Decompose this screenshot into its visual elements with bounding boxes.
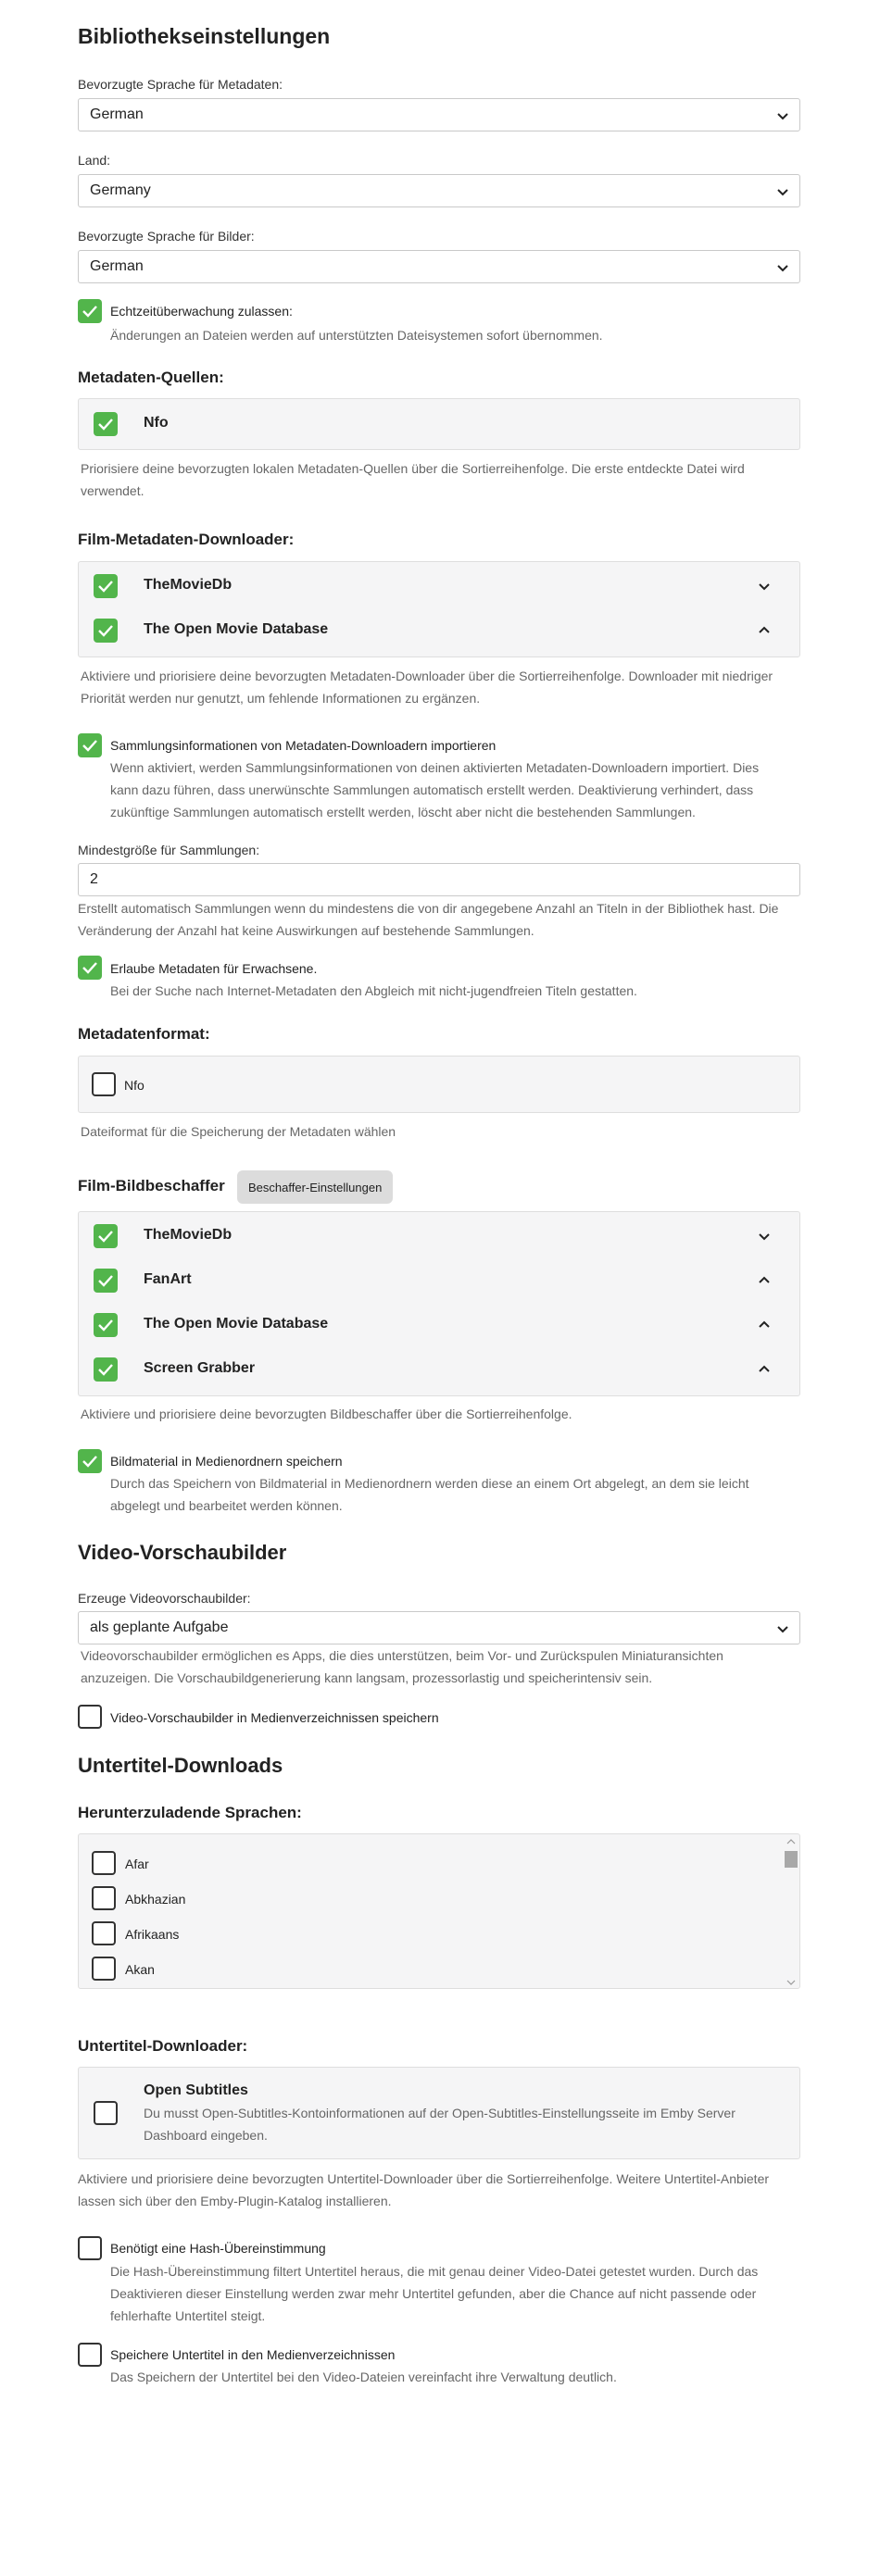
image-fetchers-list [78,1211,800,1396]
check-icon [82,960,98,975]
country-select[interactable] [78,174,800,207]
min-collection-size-desc-1: Erstellt automatisch Sammlungen wenn du mindestens die von dir angegebene Anzahl an Titeln in der Bibliothek hast. Die [78,901,779,916]
metadata-source-nfo[interactable] [79,402,799,446]
subtitle-downloaders-desc-2: lassen sich über den Emby-Plugin-Katalog installieren. [78,2194,392,2208]
save-subtitles-desc: Das Speichern der Untertitel bei den Video-Dateien vereinfacht ihre Verwaltung deutlich. [110,2370,617,2384]
movie-downloader-themoviedb-checkbox[interactable] [94,574,118,598]
movie-downloader-name: The Open Movie Database [144,621,329,637]
subtitle-downloaders-list [78,2067,800,2159]
image-fetcher-fanart-checkbox[interactable] [94,1269,118,1293]
metadata-format-list [78,1056,800,1113]
language-name: Afar [125,1857,149,1871]
movie-downloader-omdb-checkbox[interactable] [94,619,118,643]
min-collection-size-desc-2: Veränderung der Anzahl hat keine Auswirkungen auf bestehende Sammlungen. [78,923,534,938]
hash-match-desc-2: Deaktivieren dieser Einstellung werden zwar mehr Untertitel gefunden, aber die Chance auf nicht passende oder [110,2286,757,2301]
generate-previews-select[interactable] [78,1611,800,1644]
movie-downloader-name: TheMovieDb [144,577,233,593]
chevron-down-icon [775,1621,790,1636]
adult-metadata-checkbox[interactable] [78,956,102,980]
chevron-down-icon [775,184,790,199]
subtitles-title: Untertitel-Downloads [78,1754,283,1777]
metadata-language-value: German [90,106,144,122]
image-fetcher-screen-grabber[interactable] [79,1347,799,1392]
check-icon [97,1362,114,1377]
movie-downloader-omdb[interactable] [79,608,799,653]
arrow-down-icon[interactable] [757,579,772,594]
video-previews-title: Video-Vorschaubilder [78,1541,287,1564]
import-collections-desc-2: kann dazu führen, dass unerwünschte Sammlungen automatisch erstellt werden. Deaktivierung verhindert, dass [110,782,754,797]
chevron-down-icon [775,108,790,123]
metadata-sources-list [78,398,800,450]
language-name: Akan [125,1962,155,1977]
open-subtitles-desc-2: Dashboard eingeben. [144,2128,268,2143]
image-fetcher-name: TheMovieDb [144,1227,233,1243]
image-fetcher-omdb[interactable] [79,1303,799,1347]
metadata-format-nfo-checkbox[interactable] [92,1072,116,1096]
movie-downloaders-desc-2: Priorität werden nur genutzt, um fehlende Informationen zu ergänzen. [81,691,481,706]
check-icon [82,304,98,319]
check-icon [82,1454,98,1469]
arrow-down-icon[interactable] [757,1229,772,1244]
arrow-up-icon[interactable] [757,623,772,638]
hash-match-desc-1: Die Hash-Übereinstimmung filtert Untertitel heraus, die mit genau deiner Video-Datei getestet wurden. Durch das [110,2264,759,2279]
country-value: Germany [90,182,151,198]
adult-metadata-desc: Bei der Suche nach Internet-Metadaten den Abgleich mit nicht-jugendfreien Titeln gestatten. [110,983,637,998]
min-collection-size-input[interactable] [78,863,800,896]
min-collection-size-value: 2 [90,871,98,887]
open-subtitles-checkbox[interactable] [94,2101,118,2125]
image-fetcher-name: Screen Grabber [144,1360,256,1376]
save-artwork-checkbox[interactable] [78,1449,102,1473]
hash-match-checkbox[interactable] [78,2236,102,2260]
language-checkbox[interactable] [92,1886,116,1910]
movie-downloaders-desc-1: Aktiviere und priorisiere deine bevorzugten Metadaten-Downloader über die Sortierreihenfolge. Downloader mit niedriger [81,669,773,683]
check-icon [82,738,98,753]
generate-previews-value: als geplante Aufgabe [90,1619,229,1635]
realtime-monitor-label: Echtzeitüberwachung zulassen: [110,304,293,319]
image-fetcher-omdb-checkbox[interactable] [94,1313,118,1337]
language-checkbox[interactable] [92,1957,116,1981]
language-checkbox[interactable] [92,1921,116,1945]
image-fetchers-desc: Aktiviere und priorisiere deine bevorzugten Bildbeschaffer über die Sortierreihenfolge. [81,1407,572,1421]
save-artwork-desc-2: abgelegt und bearbeitet werden können. [110,1498,343,1513]
realtime-monitor-checkbox[interactable] [78,299,102,323]
image-language-value: German [90,258,144,274]
metadata-source-nfo-checkbox[interactable] [94,412,118,436]
adult-metadata-label: Erlaube Metadaten für Erwachsene. [110,961,318,976]
metadata-sources-title: Metadaten-Quellen: [78,369,224,386]
image-fetcher-themoviedb[interactable] [79,1214,799,1258]
check-icon [97,1273,114,1288]
subtitle-downloaders-desc-1: Aktiviere und priorisiere deine bevorzugten Untertitel-Downloader über die Sortierreihenfolge. Weitere Untertitel-Anbieter [78,2171,770,2186]
import-collections-checkbox[interactable] [78,733,102,757]
image-fetcher-fanart[interactable] [79,1258,799,1303]
country-label: Land: [78,153,111,168]
page-title: Bibliothekseinstellungen [78,24,331,48]
chevron-down-icon [775,260,790,275]
languages-title: Herunterzuladende Sprachen: [78,1804,302,1821]
save-subtitles-checkbox[interactable] [78,2343,102,2367]
arrow-up-icon[interactable] [757,1318,772,1332]
realtime-monitor-desc: Änderungen an Dateien werden auf unterstützten Dateisystemen sofort übernommen. [110,328,603,343]
metadata-source-name: Nfo [144,415,169,431]
check-icon [97,1229,114,1244]
movie-downloaders-list [78,561,800,657]
image-fetchers-title: Film-Bildbeschaffer [78,1177,225,1194]
min-collection-size-label: Mindestgröße für Sammlungen: [78,843,260,857]
movie-downloader-themoviedb[interactable] [79,564,799,608]
image-language-label: Bevorzugte Sprache für Bilder: [78,229,255,244]
image-fetcher-name: The Open Movie Database [144,1316,329,1332]
import-collections-desc-3: zukünftige Sammlungen automatisch erstellt werden, löscht aber nicht die bestehenden Sammlungen. [110,805,696,819]
save-artwork-desc-1: Durch das Speichern von Bildmaterial in Medienordnern werden diese an einem Ort abgelegt, an dem sie leicht [110,1476,749,1491]
image-fetcher-themoviedb-checkbox[interactable] [94,1224,118,1248]
languages-scrollbar[interactable] [784,1836,798,1988]
generate-previews-label: Erzeuge Videovorschaubilder: [78,1591,251,1606]
movie-downloaders-title: Film-Metadaten-Downloader: [78,531,295,548]
metadata-sources-desc-1: Priorisiere deine bevorzugten lokalen Metadaten-Quellen über die Sortierreihenfolge. Die erste entdeckte Datei wird [81,461,745,476]
language-name: Afrikaans [125,1927,180,1942]
metadata-language-label: Bevorzugte Sprache für Metadaten: [78,77,283,92]
metadata-format-desc: Dateiformat für die Speicherung der Metadaten wählen [81,1124,396,1139]
metadata-sources-desc-2: verwendet. [81,483,145,498]
language-checkbox[interactable] [92,1851,116,1875]
metadata-language-select[interactable] [78,98,800,131]
import-collections-desc-1: Wenn aktiviert, werden Sammlungsinformationen von deinen aktivierten Metadaten-Downloadern importiert. Dies [110,760,760,775]
save-previews-label: Video-Vorschaubilder in Medienverzeichnissen speichern [110,1710,439,1725]
hash-match-desc-3: fehlerhafte Untertitel steigt. [110,2308,266,2323]
check-icon [97,1318,114,1332]
check-icon [97,579,114,594]
image-fetcher-screen-grabber-checkbox[interactable] [94,1357,118,1382]
arrow-up-icon[interactable] [757,1273,772,1288]
image-language-select[interactable] [78,250,800,283]
check-icon [97,417,114,431]
save-previews-checkbox[interactable] [78,1705,102,1729]
hash-match-label: Benötigt eine Hash-Übereinstimmung [110,2241,326,2256]
video-previews-desc-1: Videovorschaubilder ermöglichen es Apps, die dies unterstützen, beim Vor- und Zurückspulen Miniaturansichten [81,1648,723,1663]
arrow-up-icon[interactable] [757,1362,772,1377]
metadata-format-nfo-label: Nfo [124,1078,145,1093]
open-subtitles-name: Open Subtitles [144,2082,248,2098]
subtitle-downloaders-title: Untertitel-Downloader: [78,2037,248,2055]
image-fetcher-name: FanArt [144,1271,192,1287]
fetcher-settings-button[interactable]: Beschaffer-Einstellungen [237,1170,393,1204]
video-previews-desc-2: anzuzeigen. Die Vorschaubildgenerierung kann langsam, prozessorlastig und speicherintensiv sein. [81,1670,653,1685]
subtitle-languages-list[interactable] [78,1833,800,1989]
check-icon [97,623,114,638]
save-artwork-label: Bildmaterial in Medienordnern speichern [110,1454,343,1469]
open-subtitles-desc-1: Du musst Open-Subtitles-Kontoinformationen auf der Open-Subtitles-Einstellungsseite im Emby Server [144,2106,735,2120]
save-subtitles-label: Speichere Untertitel in den Medienverzeichnissen [110,2347,396,2362]
language-name: Abkhazian [125,1892,186,1907]
import-collections-label: Sammlungsinformationen von Metadaten-Downloadern importieren [110,738,497,753]
metadata-format-title: Metadatenformat: [78,1025,210,1043]
